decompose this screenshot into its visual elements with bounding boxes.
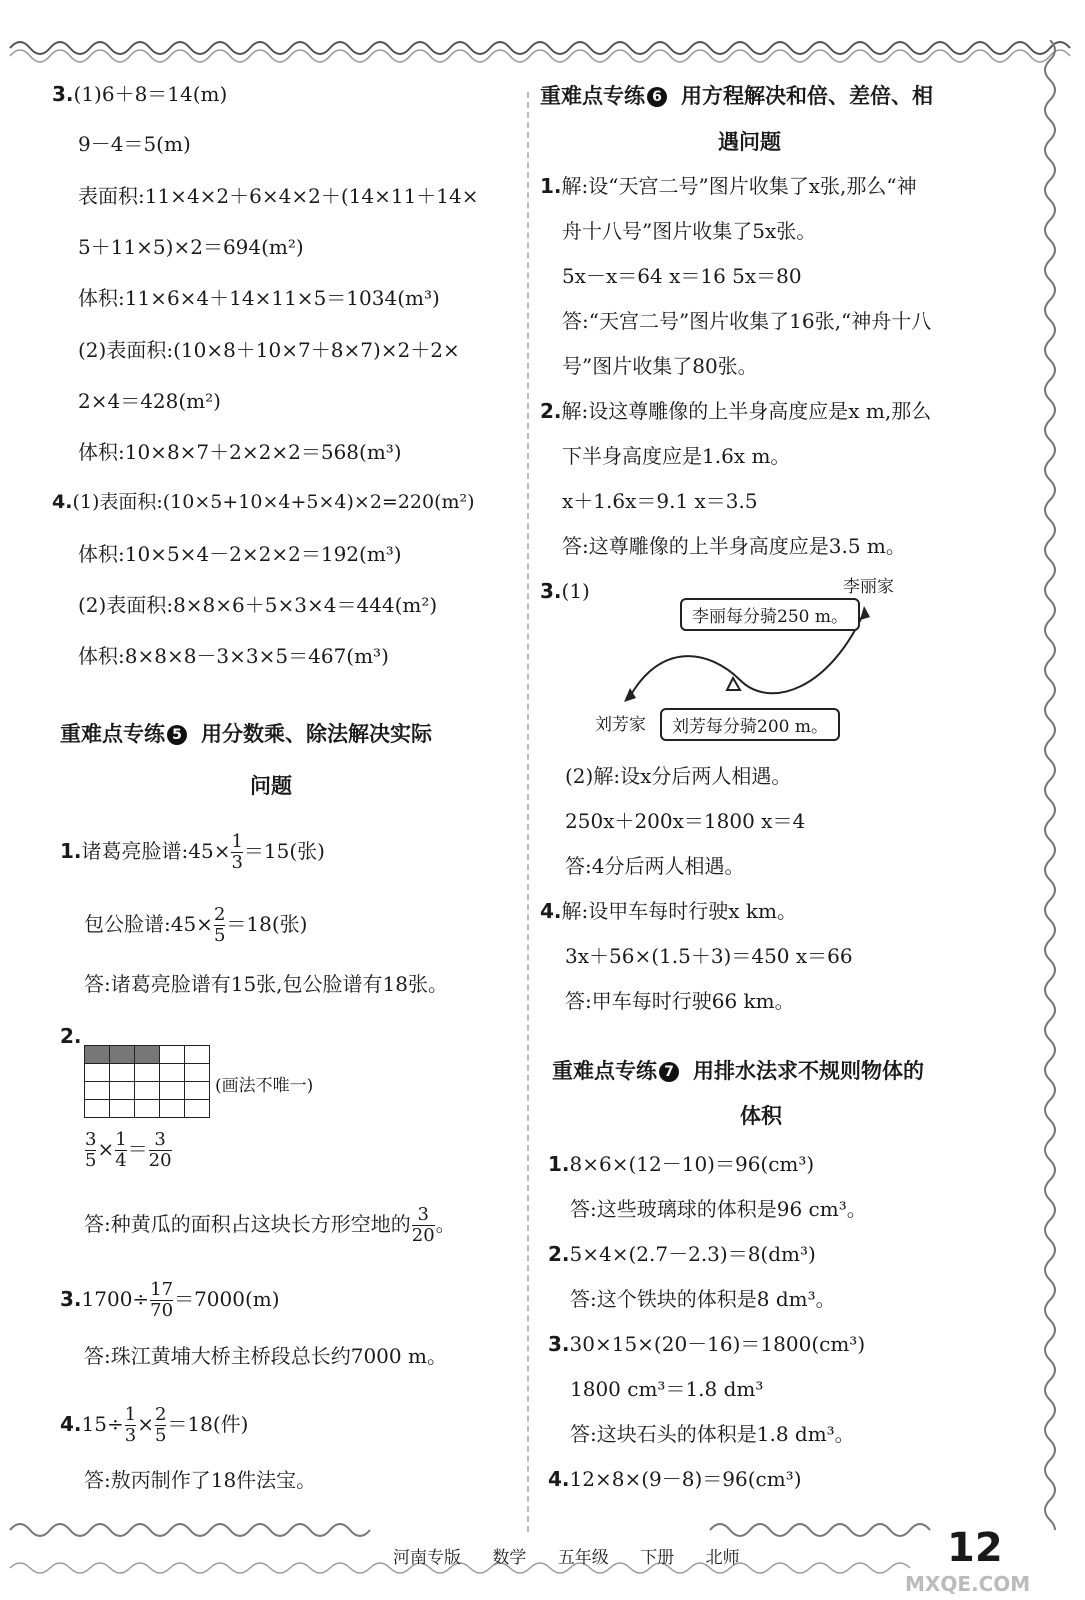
s5q4-line2: 答:敖丙制作了18件法宝。 xyxy=(84,1468,317,1492)
r-q1-line5: 号”图片收集了80张。 xyxy=(562,354,758,378)
r-q4-line3: 答:甲车每时行驶66 km。 xyxy=(565,989,795,1013)
fraction: $\frac{1}{3}$ xyxy=(124,1404,137,1446)
section5-badge: 5 xyxy=(167,725,187,745)
footer-grade: 五年级 xyxy=(557,1548,609,1568)
fraction: $\frac{3}{20}$ xyxy=(411,1204,435,1246)
s7q3-line1: 3.30×15×(20－16)＝1800(cm³) xyxy=(548,1332,866,1356)
r-q2-line2: 下半身高度应是1.6x m。 xyxy=(562,444,791,468)
s5q1-line2: 包公脸谱:45× $\frac{2}{5}$ ＝18(张) xyxy=(84,904,308,946)
section6-heading: 重难点专练 6 用方程解决和倍、差倍、相 xyxy=(540,84,933,108)
fraction: $\frac{2}{5}$ xyxy=(154,1404,167,1446)
fraction: $\frac{1}{4}$ xyxy=(115,1129,127,1171)
q3-line3: 表面积:11×4×2＋6×4×2＋(14×11＋14× xyxy=(78,184,479,208)
r-q1-line4: 答:“天宫二号”图片收集了16张,“神舟十八 xyxy=(562,309,932,333)
section5-heading-cont: 问题 xyxy=(250,774,292,798)
column-divider xyxy=(527,92,529,1532)
fraction: $\frac{1}{3}$ xyxy=(231,831,243,873)
s7q3-line3: 答:这块石头的体积是1.8 dm³。 xyxy=(570,1422,855,1446)
s7q3-line2: 1800 cm³＝1.8 dm³ xyxy=(570,1377,764,1401)
meeting-point-icon xyxy=(727,678,740,690)
s5q2-num: 2. xyxy=(60,1024,82,1048)
footer xyxy=(393,1543,766,1568)
box-liu-speed: 刘芳每分骑200 m。 xyxy=(660,708,840,741)
q4-line1: 4.(1)表面积:(10×5+10×4+5×4)×2=220(m²) xyxy=(52,491,475,513)
q3-line7: 2×4＝428(m²) xyxy=(78,389,221,413)
q3-line4: 5＋11×5)×2＝694(m²) xyxy=(78,235,304,259)
top-wave-border xyxy=(0,28,1085,68)
right-wave-border xyxy=(1030,40,1070,1530)
shaded-grid-diagram xyxy=(84,1045,210,1118)
r-q1-line1: 1.解:设“天宫二号”图片收集了x张,那么“神 xyxy=(540,174,917,198)
footer-volume: 下册 xyxy=(640,1548,675,1568)
fraction: $\frac{3}{20}$ xyxy=(148,1129,172,1171)
q4-line4: 体积:8×8×8－3×3×5＝467(m³) xyxy=(78,644,389,668)
s5q1-line1: 1.诸葛亮脸谱:45× $\frac{1}{3}$ ＝15(张) xyxy=(60,831,325,873)
footer-edition: 河南专版 xyxy=(393,1548,461,1568)
watermark: MXQE.COM xyxy=(905,1572,1031,1596)
r-q2-line4: 答:这尊雕像的上半身高度应是3.5 m。 xyxy=(562,534,906,558)
r-q2-line1: 2.解:设这尊雕像的上半身高度应是x m,那么 xyxy=(540,399,932,423)
section7-heading-cont: 体积 xyxy=(740,1104,782,1128)
page-number: 12 xyxy=(947,1525,1003,1571)
r-q4-line1: 4.解:设甲车每时行驶x km。 xyxy=(540,899,797,923)
r-q1-line2: 舟十八号”图片收集了5x张。 xyxy=(562,219,817,243)
fraction: $\frac{2}{5}$ xyxy=(213,904,226,946)
q4-line3: (2)表面积:8×8×6＋5×3×4＝444(m²) xyxy=(78,593,438,617)
r-q2-line3: x＋1.6x＝9.1 x＝3.5 xyxy=(562,489,758,513)
s5q2-note: (画法不唯一) xyxy=(215,1076,314,1096)
q3-line8: 体积:10×8×7＋2×2×2＝568(m³) xyxy=(78,440,402,464)
section7-heading: 重难点专练 7 用排水法求不规则物体的 xyxy=(552,1059,924,1083)
r-q3-line3: 250x＋200x＝1800 x＝4 xyxy=(565,809,806,833)
q3-line5: 体积:11×6×4＋14×11×5＝1034(m³) xyxy=(78,286,440,310)
s7q1-line1: 1.8×6×(12－10)＝96(cm³) xyxy=(548,1152,815,1176)
fraction: $\frac{17}{70}$ xyxy=(150,1279,174,1321)
s5q3-line2: 答:珠江黄埔大桥主桥段总长约7000 m。 xyxy=(84,1344,447,1368)
s5q4-line1: 4.15÷ $\frac{1}{3}$ × $\frac{2}{5}$ ＝18(件) xyxy=(60,1404,249,1446)
q3-line6: (2)表面积:(10×8＋10×7＋8×7)×2＋2× xyxy=(78,338,460,362)
box-li-speed: 李丽每分骑250 m。 xyxy=(680,598,860,631)
label-li-home: 李丽家 xyxy=(843,577,894,597)
q4-line2: 体积:10×5×4－2×2×2＝192(m³) xyxy=(78,542,402,566)
r-q1-line3: 5x－x＝64 x＝16 5x＝80 xyxy=(562,264,802,288)
section6-heading-cont: 遇问题 xyxy=(718,130,781,154)
r-q3-line1: 3.(1) xyxy=(540,579,590,603)
fraction: $\frac{3}{5}$ xyxy=(85,1129,97,1171)
s5q2-equation: $\frac{3}{5}$ × $\frac{1}{4}$ ＝ $\frac{3}{20}$ xyxy=(85,1129,172,1171)
s7q2-line1: 2.5×4×(2.7－2.3)＝8(dm³) xyxy=(548,1242,816,1266)
r-q3-line2: (2)解:设x分后两人相遇。 xyxy=(565,764,792,788)
r-q4-line2: 3x＋56×(1.5＋3)＝450 x＝66 xyxy=(565,944,853,968)
footer-publisher: 北师 xyxy=(705,1548,740,1568)
section5-heading: 重难点专练 5 用分数乘、除法解决实际 xyxy=(60,722,432,746)
label-liu-home: 刘芳家 xyxy=(595,715,646,735)
s7q2-line2: 答:这个铁块的体积是8 dm³。 xyxy=(570,1287,836,1311)
s5q3-line1: 3.1700÷ $\frac{17}{70}$ ＝7000(m) xyxy=(60,1279,280,1321)
s7q4-line1: 4.12×8×(9－8)＝96(cm³) xyxy=(548,1467,802,1491)
q3-line2: 9－4＝5(m) xyxy=(78,132,191,156)
arrow-down-icon xyxy=(860,606,870,620)
s7q1-line2: 答:这些玻璃球的体积是96 cm³。 xyxy=(570,1197,867,1221)
q3-line1: 3.(1)6＋8＝14(m) xyxy=(52,82,228,106)
footer-subject: 数学 xyxy=(492,1548,527,1568)
section7-badge: 7 xyxy=(659,1062,679,1082)
s5q2-answer: 答:种黄瓜的面积占这块长方形空地的 $\frac{3}{20}$ 。 xyxy=(84,1204,456,1246)
section6-badge: 6 xyxy=(647,87,667,107)
r-q3-line4: 答:4分后两人相遇。 xyxy=(565,854,745,878)
s5q1-line3: 答:诸葛亮脸谱有15张,包公脸谱有18张。 xyxy=(84,972,448,996)
